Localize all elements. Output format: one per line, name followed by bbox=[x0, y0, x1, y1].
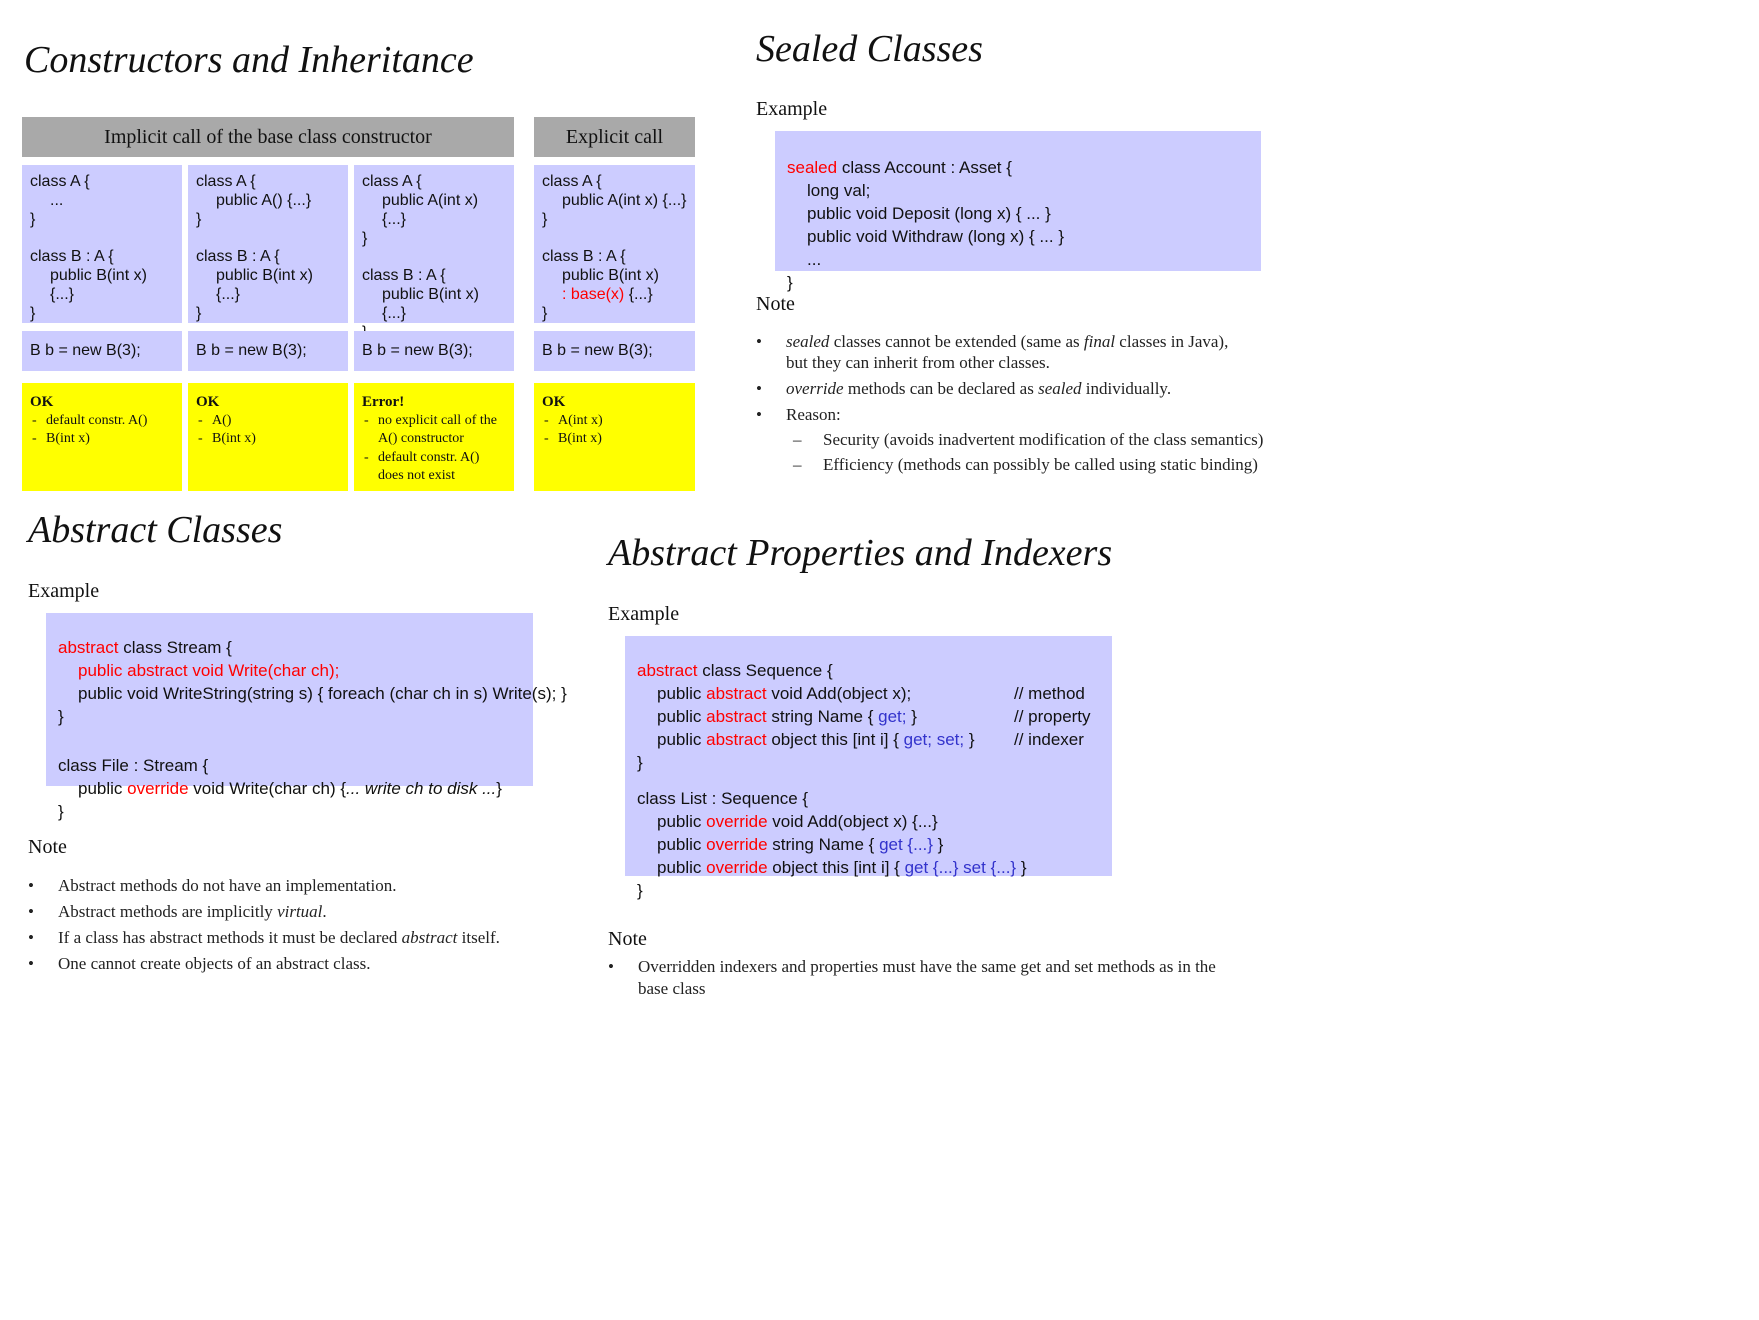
code-line: public void WriteString(string s) { foreach (char ch in s) Write(s); } bbox=[78, 684, 567, 703]
abstract-bullet-3: • If a class has abstract methods it must be declared abstract itself. bbox=[28, 928, 500, 947]
bullet-icon: • bbox=[756, 332, 762, 351]
code-line: : base(x) {...} bbox=[562, 286, 653, 303]
sealed-title: Sealed Classes bbox=[756, 28, 983, 70]
code-line: sealed class Account : Asset { bbox=[787, 158, 1012, 177]
code-line: } bbox=[542, 211, 548, 228]
result-item: - B(int x) bbox=[542, 430, 687, 449]
ctor-code-col2 bbox=[188, 165, 348, 323]
code-line: ... bbox=[807, 250, 822, 269]
sealed-sub-bullet-2: – Efficiency (methods can possibly be called using static binding) bbox=[793, 455, 1258, 474]
result-item: - A(int x) bbox=[542, 412, 687, 431]
result-item: - B(int x) bbox=[30, 430, 174, 449]
code-line: } bbox=[196, 211, 202, 228]
result-item: - no explicit call of the A() constructor bbox=[362, 412, 506, 449]
bullet-icon: • bbox=[756, 379, 762, 398]
result-col3 bbox=[354, 383, 514, 491]
bullet-icon: • bbox=[28, 954, 34, 973]
code-line: public override void Add(object x) {...} bbox=[657, 812, 938, 831]
code-line: public abstract void Add(object x); // method bbox=[657, 684, 1085, 703]
code-line: public A(int x) {...} bbox=[382, 192, 479, 228]
result-col4 bbox=[534, 383, 695, 491]
code-line: public override object this [int i] { get {...} set {...} } bbox=[657, 858, 1027, 877]
code-line: public A() {...} bbox=[216, 192, 312, 209]
code-line: class B : A { bbox=[30, 248, 114, 265]
sealed-code bbox=[775, 131, 1261, 292]
result-status: OK bbox=[30, 394, 54, 410]
result-col1 bbox=[22, 383, 182, 491]
abstract-note-label: Note bbox=[28, 836, 67, 858]
new-stmt-col2: B b = new B(3); bbox=[188, 331, 348, 371]
new-stmt-col4: B b = new B(3); bbox=[534, 331, 695, 371]
code-line: public B(int x) {...} bbox=[216, 267, 313, 303]
code-line: class A { bbox=[542, 173, 602, 190]
props-bullet-1: • Overridden indexers and properties must have the same get and set methods as in the base class bbox=[608, 957, 1216, 998]
code-line: class B : A { bbox=[196, 248, 280, 265]
code-line: } bbox=[30, 305, 36, 322]
result-item: - default constr. A() bbox=[30, 412, 174, 431]
abstract-code bbox=[46, 613, 567, 821]
dash-icon: – bbox=[793, 455, 802, 474]
result-item: - A() bbox=[196, 412, 340, 431]
code-line: abstract class Stream { bbox=[58, 638, 232, 657]
code-line: public void Withdraw (long x) { ... } bbox=[807, 227, 1065, 246]
result-status: Error! bbox=[362, 394, 405, 410]
code-line: public B(int x) {...} bbox=[50, 267, 147, 303]
keyword-sealed: sealed bbox=[787, 158, 838, 177]
code-line: } bbox=[58, 802, 64, 821]
code-line: } bbox=[787, 273, 793, 292]
keyword-override: override bbox=[127, 779, 189, 798]
code-line: } bbox=[637, 753, 643, 772]
code-line: abstract class Sequence { bbox=[637, 661, 833, 680]
code-line: } bbox=[542, 305, 548, 322]
code-line: public A(int x) {...} bbox=[562, 192, 687, 209]
bullet-icon: • bbox=[608, 957, 614, 976]
base-call: : base(x) bbox=[562, 286, 625, 303]
code-line: class List : Sequence { bbox=[637, 789, 809, 808]
result-col2 bbox=[188, 383, 348, 491]
result-item: - default constr. A() does not exist bbox=[362, 449, 506, 486]
code-line: public abstract object this [int i] { get; set; } // indexer bbox=[657, 730, 1084, 749]
new-stmt-col1: B b = new B(3); bbox=[22, 331, 182, 371]
ctor-title: Constructors and Inheritance bbox=[24, 39, 474, 81]
code-line: class File : Stream { bbox=[58, 756, 209, 775]
sealed-note-label: Note bbox=[756, 293, 795, 315]
code-line: class A { bbox=[30, 173, 90, 190]
code-comment: // indexer bbox=[1014, 730, 1084, 749]
code-line: public B(int x) bbox=[562, 267, 659, 284]
abstract-bullet-4: • One cannot create objects of an abstract class. bbox=[28, 954, 371, 973]
code-line: } bbox=[30, 211, 36, 228]
code-line: } bbox=[362, 230, 368, 247]
keyword-abstract: abstract bbox=[58, 638, 119, 657]
sealed-example-label: Example bbox=[756, 98, 828, 120]
abstract-example-label: Example bbox=[28, 580, 100, 602]
implicit-header: Implicit call of the base class constructor bbox=[22, 117, 514, 157]
code-line: } bbox=[637, 881, 643, 900]
keyword-abstract: abstract bbox=[637, 661, 698, 680]
props-note-label: Note bbox=[608, 928, 647, 950]
abstract-bullet-2: • Abstract methods are implicitly virtual. bbox=[28, 902, 327, 921]
bullet-icon: • bbox=[28, 876, 34, 895]
code-line: public override string Name { get {...} } bbox=[657, 835, 944, 854]
code-line: } bbox=[58, 707, 64, 726]
code-line: class A { bbox=[196, 173, 256, 190]
code-line: class A { bbox=[362, 173, 422, 190]
dash-icon: – bbox=[793, 430, 802, 449]
code-comment: // property bbox=[1014, 707, 1091, 726]
result-status: OK bbox=[196, 394, 220, 410]
code-line: } bbox=[196, 305, 202, 322]
bullet-icon: • bbox=[28, 902, 34, 921]
sealed-bullet-3: • Reason: bbox=[756, 405, 841, 424]
ctor-code-col1 bbox=[22, 165, 182, 323]
abstract-title: Abstract Classes bbox=[28, 509, 283, 551]
props-title: Abstract Properties and Indexers bbox=[608, 532, 1113, 574]
code-line: public abstract void Write(char ch); bbox=[78, 661, 340, 680]
code-line: public B(int x) {...} bbox=[382, 286, 479, 322]
result-item: - B(int x) bbox=[196, 430, 340, 449]
code-comment: // method bbox=[1014, 684, 1085, 703]
props-code bbox=[625, 636, 1112, 900]
sealed-sub-bullet-1: – Security (avoids inadvertent modification of the class semantics) bbox=[793, 430, 1264, 449]
new-stmt-col3: B b = new B(3); bbox=[354, 331, 514, 371]
abstract-bullet-1: • Abstract methods do not have an implementation. bbox=[28, 876, 397, 895]
code-line: public abstract string Name { get; } // property bbox=[657, 707, 1091, 726]
sealed-bullet-2: • override methods can be declared as sealed individually. bbox=[756, 379, 1172, 398]
code-line: class B : A { bbox=[362, 267, 446, 284]
ctor-code-col4 bbox=[534, 165, 695, 323]
result-status: OK bbox=[542, 394, 566, 410]
code-line: public void Deposit (long x) { ... } bbox=[807, 204, 1051, 223]
explicit-header: Explicit call bbox=[534, 117, 695, 157]
props-example-label: Example bbox=[608, 603, 680, 625]
bullet-icon: • bbox=[28, 928, 34, 947]
bullet-icon: • bbox=[756, 405, 762, 424]
code-line: ... bbox=[50, 192, 64, 209]
sealed-bullet-1: • sealed classes cannot be extended (same as final classes in Java), but they can inherit from other classes. bbox=[756, 332, 1229, 372]
ctor-code-col3 bbox=[354, 165, 514, 323]
code-line: class B : A { bbox=[542, 248, 626, 265]
code-line: public override void Write(char ch) {... write ch to disk ...} bbox=[78, 779, 502, 798]
code-line: long val; bbox=[807, 181, 871, 200]
